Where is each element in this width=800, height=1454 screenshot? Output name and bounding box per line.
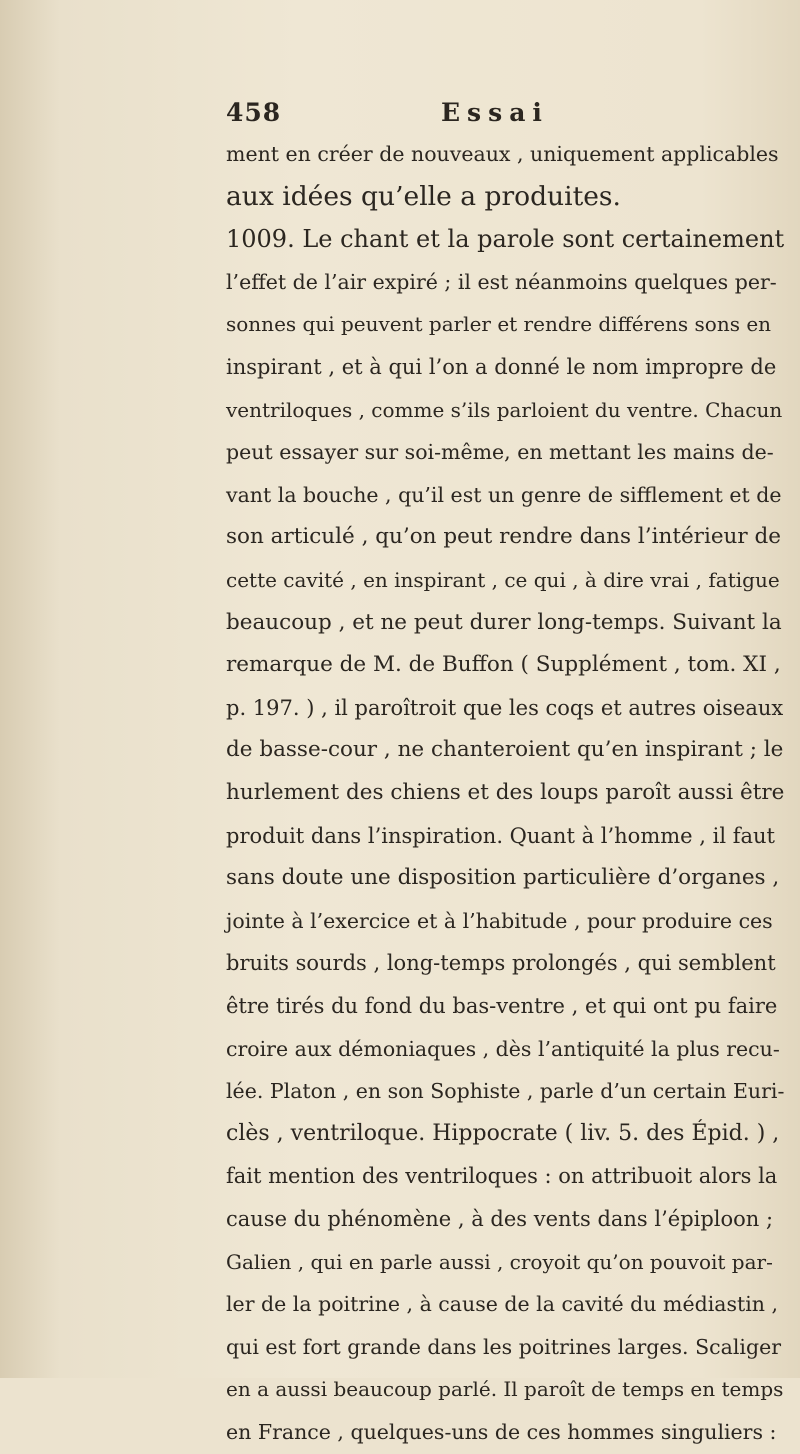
text-line: son articulé , qu’on peut rendre dans l’intérieur de	[226, 524, 782, 550]
text-line: p. 197. ) , il paroîtroit que les coqs et autres oiseaux	[226, 695, 784, 720]
text-line: produit dans l’inspiration. Quant à l’homme , il faut	[226, 823, 775, 848]
text-line: cette cavité , en inspirant , ce qui , à dire vrai , fatigue	[226, 568, 780, 592]
text-line: 1009. Le chant et la parole sont certainement	[226, 225, 785, 254]
text-line: ler de la poitrine , à cause de la cavité du médiastin ,	[226, 1292, 779, 1317]
text-line: lée. Platon , en son Sophiste , parle d’un certain Euri-	[226, 1079, 785, 1104]
text-line: l’effet de l’air expiré ; il est néanmoins quelques per-	[226, 269, 777, 294]
text-line: hurlement des chiens et des loups paroît aussi être	[226, 780, 785, 805]
running-title: Essai	[441, 98, 549, 127]
text-line: fait mention des ventriloques : on attribuoit alors la	[226, 1164, 778, 1189]
text-line: inspirant , et à qui l’on a donné le nom impropre de	[226, 355, 777, 379]
text-line: remarque de M. de Buffon ( Supplément , tom. XI ,	[226, 652, 781, 678]
text-line: Galien , qui en parle aussi , croyoit qu’on pouvoit par-	[226, 1249, 773, 1274]
text-line: bruits sourds , long-temps prolongés , qui semblent	[226, 951, 776, 976]
text-line: en France , quelques-uns de ces hommes singuliers :	[226, 1420, 777, 1444]
text-line: ment en créer de nouveaux , uniquement applicables	[226, 142, 779, 166]
text-line: vant la bouche , qu’il est un genre de sifflement et de	[226, 482, 782, 507]
text-line: jointe à l’exercice et à l’habitude , pour produire ces	[226, 908, 773, 933]
text-line: clès , ventriloque. Hippocrate ( liv. 5. des Épid. ) ,	[226, 1120, 780, 1146]
text-line: qui est fort grande dans les poitrines larges. Scaliger	[226, 1334, 782, 1359]
text-line: en a aussi beaucoup parlé. Il paroît de temps en temps	[226, 1377, 784, 1402]
text-line: sonnes qui peuvent parler et rendre différens sons en	[226, 312, 772, 337]
page-number: 458	[226, 98, 282, 127]
text-line: ventriloques , comme s’ils parloient du ventre. Chacun	[226, 397, 783, 422]
text-line: de basse-cour , ne chanteroient qu’en inspirant ; le	[226, 737, 784, 763]
text-line: être tirés du fond du bas-ventre , et qui ont pu faire	[226, 994, 778, 1018]
text-line: cause du phénomène , à des vents dans l’épiploon ;	[226, 1207, 774, 1231]
text-line: aux idées qu’elle a produites.	[226, 180, 621, 212]
text-line: croire aux démoniaques , dès l’antiquité la plus recu-	[226, 1036, 780, 1061]
text-line: sans doute une disposition particulière d’organes ,	[226, 865, 780, 891]
text-line: peut essayer sur soi-même, en mettant les mains de-	[226, 440, 774, 465]
text-line: beaucoup , et ne peut durer long-temps. Suivant la	[226, 609, 782, 635]
